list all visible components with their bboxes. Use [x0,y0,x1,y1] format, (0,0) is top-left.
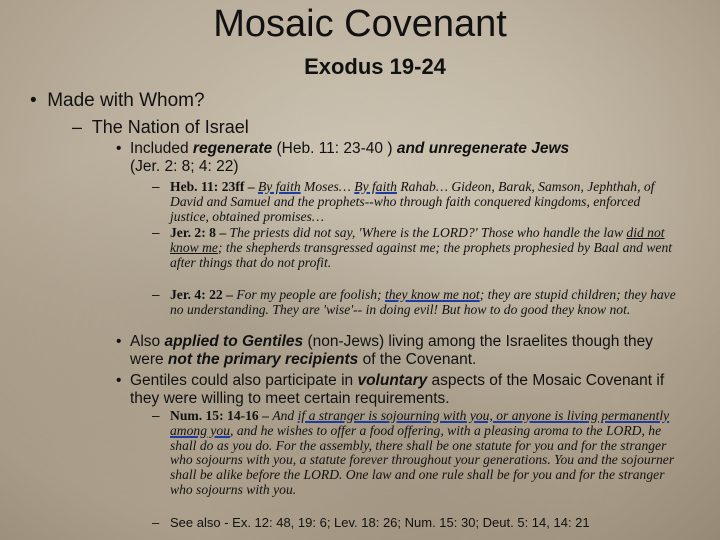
point-text: The Nation of Israel [91,117,249,137]
bullet-marker: • [116,333,122,350]
dash-marker: – [72,117,83,137]
bullet-marker: • [116,140,122,157]
bullet-gentiles-voluntary: • Gentiles could also participate in voluntary aspects of the Mosaic Covenant if they were willing to meet certain requirements. [116,372,665,407]
dash-marker: – [152,287,160,302]
bullet-marker: • [30,90,37,111]
slide-title: Mosaic Covenant [213,3,507,45]
quote-jer-2: – Jer. 2: 8 – The priests did not say, 'Where is the LORD?' Those who handle the law did not know me; the shepherds transgressed against me; the prophets prophesied by Baal and went after things that do not profit. [152,225,673,270]
quote-num-15: – Num. 15: 14-16 – And if a stranger is sojourning with you, or anyone is living permanently among you, and he wishes to offer a food offering, with a pleasing aroma to the LORD, he shall do as you do. For the assembly, there shall be one statute for you and for the stranger who sojourns with you, a statute forever throughout your generations. You and the sojourner shall be alike before the LORD. One law and one rule shall be for you and for the stranger who sojourns with you. [152,408,675,497]
see-also-references: – See also - Ex. 12: 48, 19: 6; Lev. 18: 26; Num. 15: 30; Deut. 5: 14, 14: 21 [152,515,590,530]
point-text: Made with Whom? [47,90,205,111]
slide-subtitle: Exodus 19-24 [304,54,446,79]
bullet-marker: • [116,372,122,389]
point-nation-of-israel [72,117,249,138]
dash-marker: – [152,179,160,194]
quote-heb-11: – Heb. 11: 23ff – By faith Moses… By faith Rahab… Gideon, Barak, Samson, Jephthah, of David and Samuel and the prophets--who through faith conquered kingdoms, enforced justice, obtained promises… [152,179,655,224]
bullet-regenerate: • Included regenerate (Heb. 11: 23-40 ) and unregenerate Jews (Jer. 2: 8; 4: 22) [116,140,570,175]
bullet-gentiles-applied: • Also applied to Gentiles (non-Jews) living among the Israelites though they were not the primary recipients of the Covenant. [116,333,653,368]
dash-marker: – [152,515,160,530]
point-made-with-whom [30,90,205,112]
dash-marker: – [152,225,160,240]
dash-marker: – [152,408,160,423]
quote-jer-4: – Jer. 4: 22 – For my people are foolish; they know me not; they are stupid children; they have no understanding. They are 'wise'-- in doing evil! But how to do good they know not. [152,287,676,317]
